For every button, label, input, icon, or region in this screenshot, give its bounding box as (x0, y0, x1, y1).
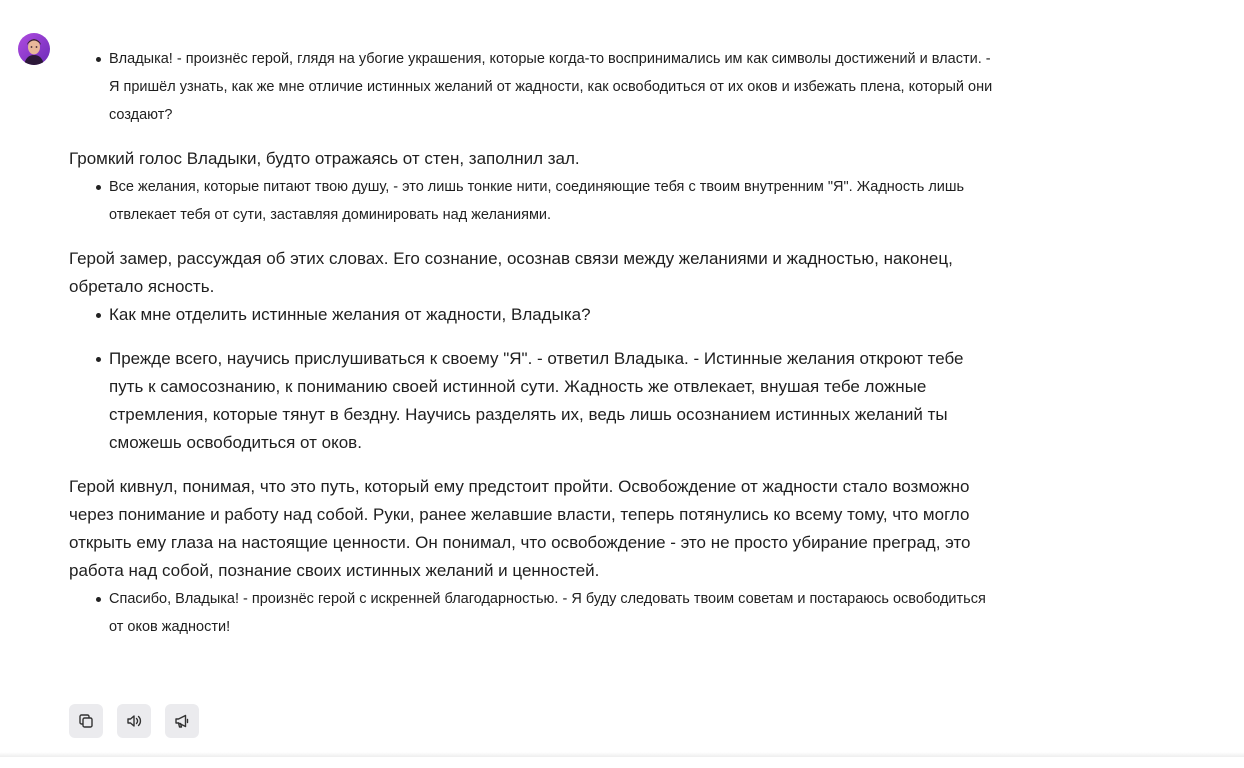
bullet-list (69, 173, 999, 229)
assistant-avatar (18, 33, 50, 65)
bullet-list (69, 585, 999, 641)
list-item: Владыка! - произнёс герой, глядя на убогие украшения, которые когда-то воспринимались им как символы достижений и власти. - Я пришёл узнать, как же мне отличие истинных желаний от жадности, как освободиться от их оков и избежать плена, который они создают? (109, 45, 999, 129)
copy-button[interactable] (69, 704, 103, 738)
bullet-list (69, 301, 999, 457)
list-item: Прежде всего, научись прислушиваться к своему "Я". - ответил Владыка. - Истинные желания откроют тебе путь к самосознанию, к пониманию своей истинной сути. Жадность же отвлекает, внушая тебе ложные стремления, которые тянут в бездну. Научись разделять их, ведь лишь осознанием истинных желаний ты сможешь освободиться от оков. (109, 345, 999, 457)
paragraph: Герой замер, рассуждая об этих словах. Его сознание, осознав связи между желаниями и жадностью, наконец, обретало ясность. (69, 249, 953, 296)
bullet-list (69, 45, 999, 129)
assistant-message (69, 45, 999, 641)
list-item: Все желания, которые питают твою душу, - это лишь тонкие нити, соединяющие тебя с твоим внутренним "Я". Жадность лишь отвлекает тебя от сути, заставляя доминировать над желаниями. (109, 173, 999, 229)
copy-icon (77, 712, 95, 730)
speaker-icon (125, 712, 143, 730)
list-item: Как мне отделить истинные желания от жадности, Владыка? (109, 301, 999, 329)
paragraph: Громкий голос Владыки, будто отражаясь от стен, заполнил зал. (69, 149, 580, 168)
message-actions (69, 704, 199, 738)
input-area-divider (0, 752, 1244, 757)
paragraph: Герой кивнул, понимая, что это путь, который ему предстоит пройти. Освобождение от жадности стало возможно через понимание и работу над собой. Руки, ранее желавшие власти, теперь потянулись ко всему тому, что могло открыть ему глаза на настоящие ценности. Он понимал, что освобождение - это не просто убирание преград, это работа над собой, познание своих истинных желаний и ценностей. (69, 477, 971, 580)
share-button[interactable] (165, 704, 199, 738)
read-aloud-button[interactable] (117, 704, 151, 738)
list-item: Спасибо, Владыка! - произнёс герой с искренней благодарностью. - Я буду следовать твоим советам и постараюсь освободиться от оков жадности! (109, 585, 999, 641)
megaphone-icon (173, 712, 191, 730)
